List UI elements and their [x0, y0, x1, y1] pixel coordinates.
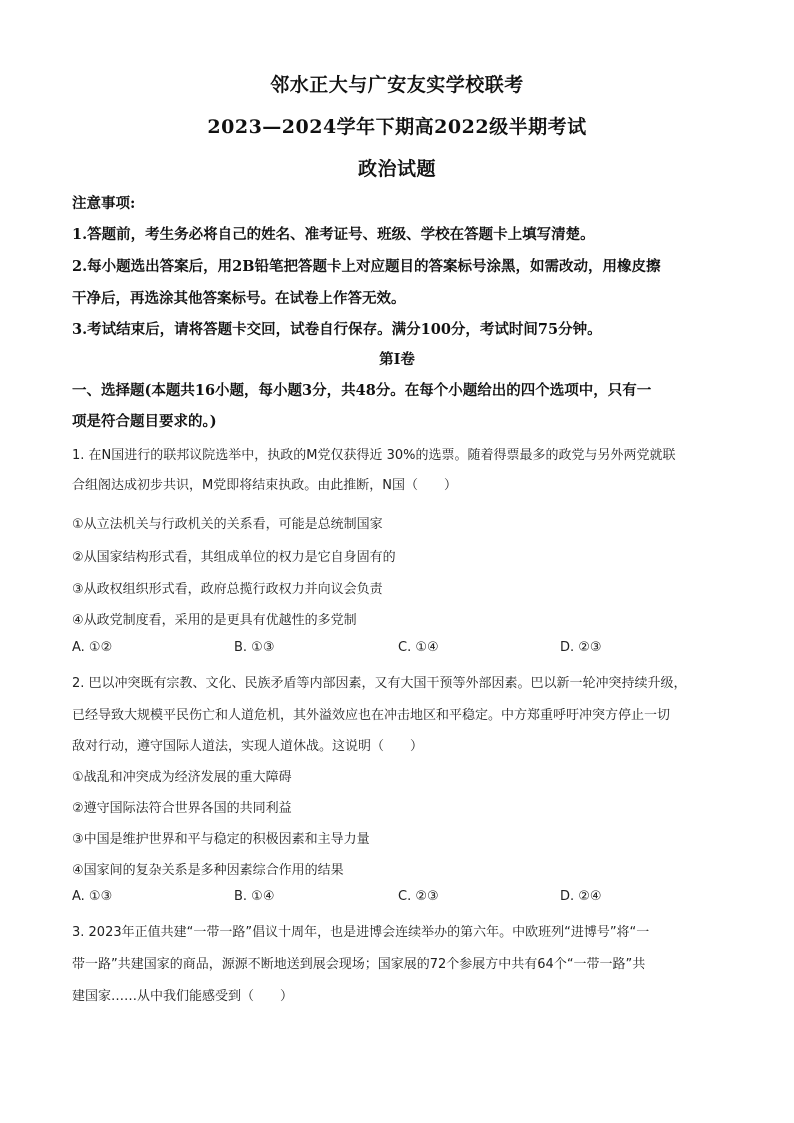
- question-2-stem-line-3: 敌对行动，遵守国际人道法，实现人道休战。这说明（ ）: [72, 739, 424, 754]
- section-heading-line-1: 一、选择题(本题共16小题，每小题3分，共48分。在每个小题给出的四个选项中，只有一: [72, 382, 652, 399]
- subject-title: 政治试题: [357, 158, 436, 180]
- question-2-statement-3: ③中国是维护世界和平与稳定的积极因素和主导力量: [72, 832, 370, 847]
- question-1-stem-line-2: 合组阁达成初步共识，M党即将结束执政。由此推断，N国（ ）: [72, 478, 457, 493]
- volume-heading: 第Ⅰ卷: [379, 351, 415, 368]
- question-1-options: [72, 640, 732, 660]
- question-2-stem-line-2: 已经导致大规模平民伤亡和人道危机，其外溢效应也在冲击地区和平稳定。中方郑重呼吁冲突方停止一切: [72, 708, 671, 723]
- question-1-stem-line-1: 1. 在N国进行的联邦议院选举中，执政的M党仅获得近 30%的选票。随着得票最多的政党与另外两党就联: [72, 448, 676, 463]
- question-2-stem-line-1: 2. 巴以冲突既有宗教、文化、民族矛盾等内部因素，又有大国干预等外部因素。巴以新一轮冲突持续升级，: [72, 676, 687, 691]
- question-1-option-d: D. ②③: [560, 640, 602, 655]
- question-1-statement-1: ①从立法机关与行政机关的关系看，可能是总统制国家: [72, 517, 383, 532]
- question-2-statement-2: ②遵守国际法符合世界各国的共同利益: [72, 801, 292, 816]
- question-1-statement-2: ②从国家结构形式看，其组成单位的权力是它自身固有的: [72, 550, 396, 565]
- question-1-statement-4: ④从政党制度看，采用的是更具有优越性的多党制: [72, 613, 357, 628]
- question-2-statement-4: ④国家间的复杂关系是多种因素综合作用的结果: [72, 863, 344, 878]
- question-3-stem-line-3: 建国家……从中我们能感受到（ ）: [72, 989, 294, 1004]
- question-2-options: [72, 889, 732, 909]
- question-2-option-b: B. ①④: [234, 889, 275, 904]
- question-1-option-a: A. ①②: [72, 640, 113, 655]
- question-3-stem-line-1: 3. 2023年正值共建“一带一路”倡议十周年，也是进博会连续举办的第六年。中欧班列“进博号”将“一: [72, 925, 650, 940]
- note-item-3: 3.考试结束后，请将答题卡交回，试卷自行保存。满分100分，考试时间75分钟。: [72, 321, 602, 338]
- notes-heading: 注意事项:: [72, 195, 136, 212]
- note-item-2-cont: 干净后，再选涂其他答案标号。在试卷上作答无效。: [72, 290, 406, 307]
- question-1-option-b: B. ①③: [234, 640, 275, 655]
- school-title: 邻水正大与广安友实学校联考: [270, 74, 524, 96]
- note-item-1: 1.答题前，考生务必将自己的姓名、准考证号、班级、学校在答题卡上填写清楚。: [72, 226, 595, 243]
- question-1-statement-3: ③从政权组织形式看，政府总揽行政权力并向议会负责: [72, 582, 383, 597]
- question-2-option-c: C. ②③: [398, 889, 439, 904]
- question-2-option-a: A. ①③: [72, 889, 113, 904]
- note-item-2: 2.每小题选出答案后，用2B铅笔把答题卡上对应题目的答案标号涂黑，如需改动，用橡皮擦: [72, 258, 661, 275]
- question-2-statement-1: ①战乱和冲突成为经济发展的重大障碍: [72, 770, 292, 785]
- question-1-option-c: C. ①④: [398, 640, 439, 655]
- exam-title: 2023—2024学年下期高2022级半期考试: [207, 116, 587, 138]
- question-2-option-d: D. ②④: [560, 889, 602, 904]
- section-heading-line-2: 项是符合题目要求的。): [72, 413, 217, 430]
- question-3-stem-line-2: 带一路”共建国家的商品，源源不断地送到展会现场；国家展的72个参展方中共有64个“一带一路”共: [72, 957, 646, 972]
